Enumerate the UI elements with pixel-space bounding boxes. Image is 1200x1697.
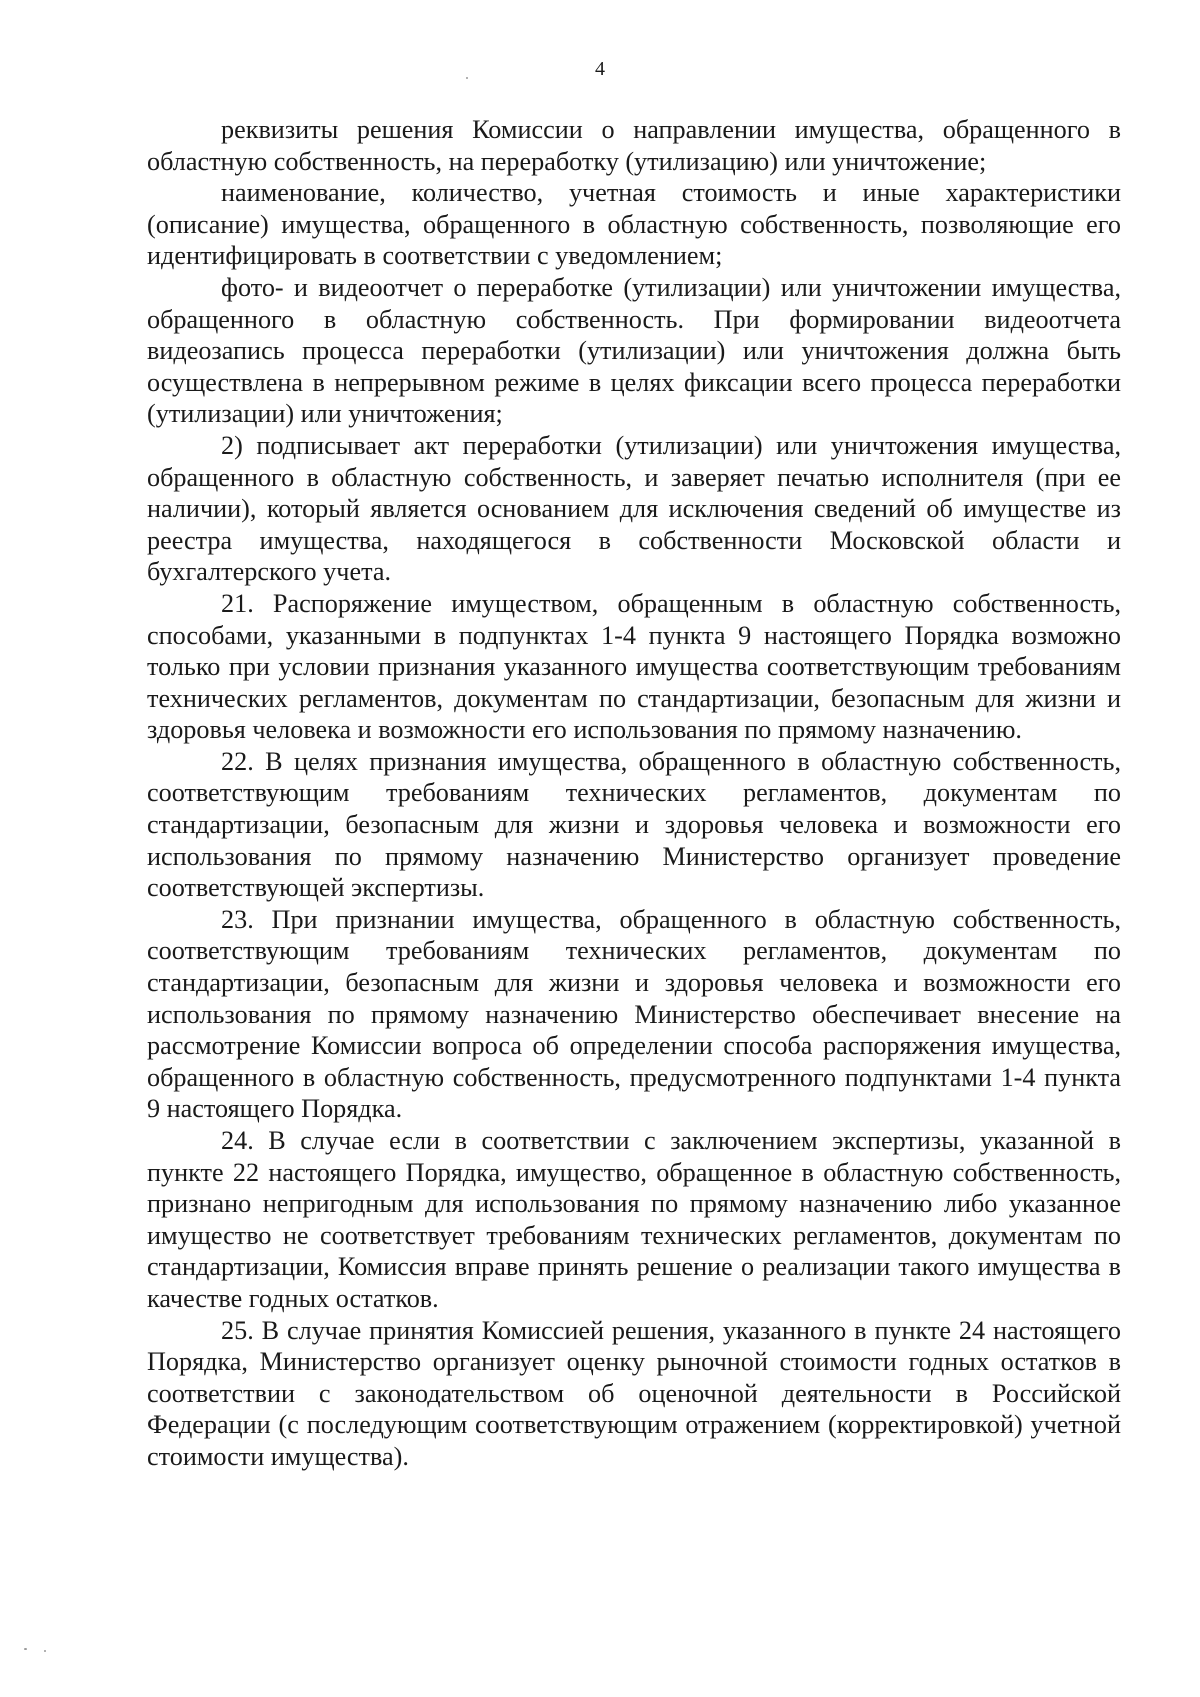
- paragraph-clause-21: 21. Распоряжение имуществом, обращенным в областную собственность, способами, указанными в подпунктах 1-4 пункта 9 настоящего Порядка возможно только при условии признания указанного имущества соответствующим требованиям технических регламентов, документам по стандартизации, безопасным для жизни и здоровья человека и возможности его использования по прямому назначению.: [147, 588, 1121, 745]
- paragraph-property-description: наименование, количество, учетная стоимость и иные характеристики (описание) имущества, обращенного в областную собственность, позволяющие его идентифицировать в соответствии с уведомлением;: [147, 178, 1121, 271]
- paragraph-clause-24: 24. В случае если в соответствии с заключением экспертизы, указанной в пункте 22 настоящего Порядка, имущество, обращенное в областную собственность, признано непригодным для использования по прямому назначению либо указанное имущество не соответствует требованиям технических регламентов, документам по стандартизации, Комиссия вправе принять решение о реализации такого имущества в качестве годных остатков.: [147, 1126, 1121, 1313]
- page-number: 4: [595, 58, 605, 80]
- paragraph-requisites: реквизиты решения Комиссии о направлении имущества, обращенного в областную собственность, на переработку (утилизацию) или уничтожение;: [147, 115, 1121, 176]
- document-body: [147, 114, 1121, 1473]
- paragraph-clause-23: 23. При признании имущества, обращенного в областную собственность, соответствующим требованиям технических регламентов, документам по стандартизации, безопасным для жизни и здоровья человека и возможности его использования по прямому назначению Министерство обеспечивает внесение на рассмотрение Комиссии вопроса об определении способа распоряжения имущества, обращенного в областную собственность, предусмотренного подпунктами 1-4 пункта 9 настоящего Порядка.: [147, 904, 1121, 1124]
- scan-artifact-dot: [466, 77, 468, 79]
- scan-artifact-dot: [44, 1650, 46, 1652]
- scan-artifact-dot: [24, 1648, 27, 1650]
- paragraph-item-2-act: 2) подписывает акт переработки (утилизации) или уничтожения имущества, обращенного в областную собственность, и заверяет печатью исполнителя (при ее наличии), который является основанием для исключения сведений об имуществе из реестра имущества, находящегося в собственности Московской области и бухгалтерского учета.: [147, 430, 1121, 587]
- paragraph-photo-video-report: фото- и видеоотчет о переработке (утилизации) или уничтожении имущества, обращенного в областную собственность. При формировании видеоотчета видеозапись процесса переработки (утилизации) или уничтожения должна быть осуществлена в непрерывном режиме в целях фиксации всего процесса переработки (утилизации) или уничтожения;: [147, 272, 1121, 429]
- paragraph-clause-25: 25. В случае принятия Комиссией решения, указанного в пункте 24 настоящего Порядка, Министерство организует оценку рыночной стоимости годных остатков в соответствии с законодательством об оценочной деятельности в Российской Федерации (с последующим соответствующим отражением (корректировкой) учетной стоимости имущества).: [147, 1315, 1121, 1471]
- paragraph-clause-22: 22. В целях признания имущества, обращенного в областную собственность, соответствующим требованиям технических регламентов, документам по стандартизации, безопасным для жизни и здоровья человека и возможности его использования по прямому назначению Министерство организует проведение соответствующей экспертизы.: [147, 746, 1121, 903]
